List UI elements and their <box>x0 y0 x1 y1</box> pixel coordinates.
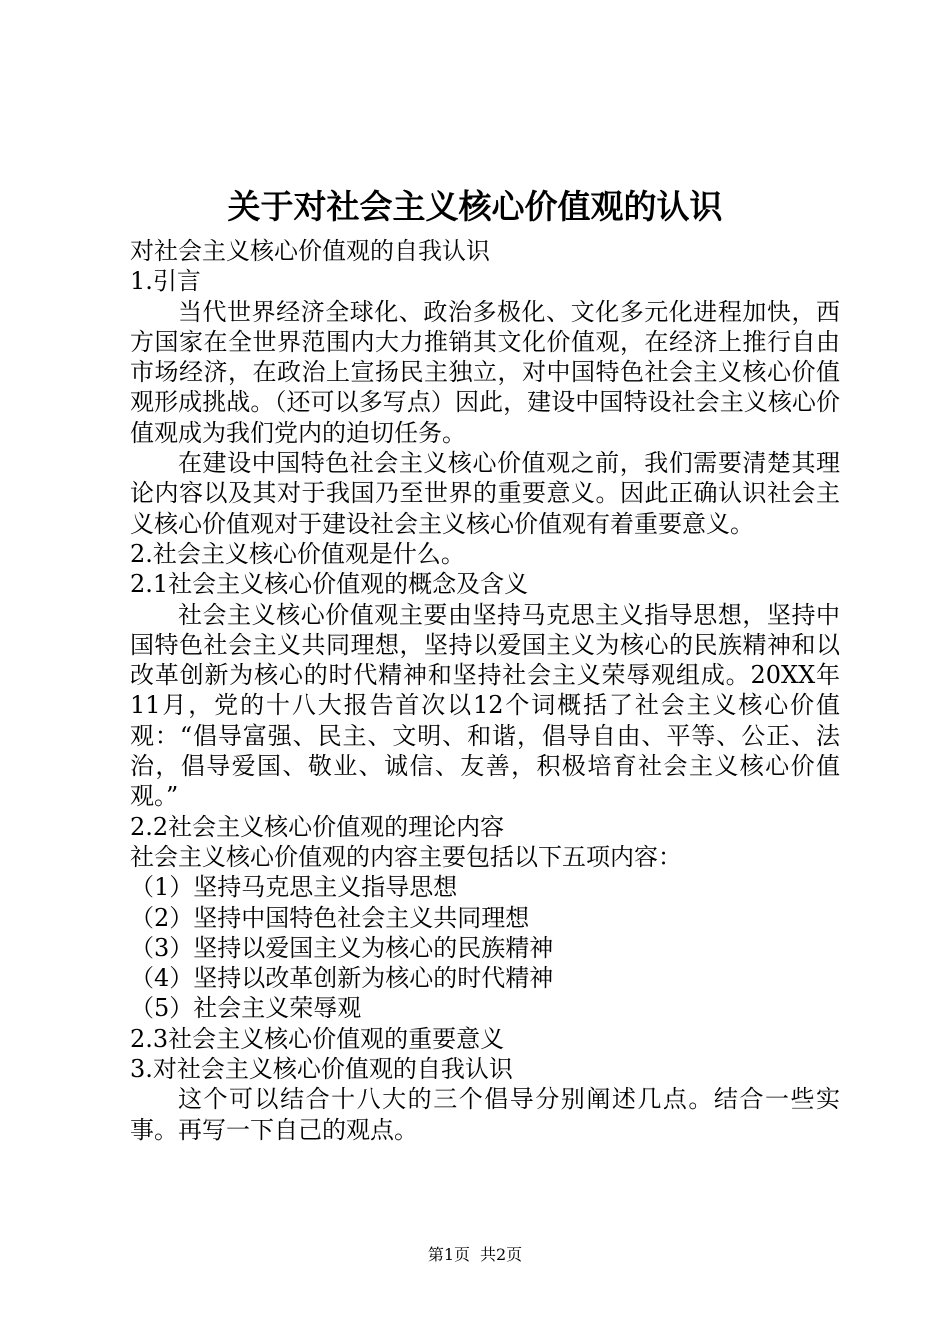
page-footer <box>0 1245 950 1265</box>
section-heading-2: 2.社会主义核心价值观是什么。 <box>130 539 465 568</box>
subsection-heading-2-2: 2.2社会主义核心价值观的理论内容 <box>130 812 505 841</box>
list-item: （2）坚持中国特色社会主义共同理想 <box>130 903 530 932</box>
section-heading-3: 3.对社会主义核心价值观的自我认识 <box>130 1055 513 1084</box>
section-heading-1: 1.引言 <box>130 267 201 296</box>
page-number-current: 第1页 <box>427 1245 470 1264</box>
document-title: 关于对社会主义核心价值观的认识 <box>227 187 723 226</box>
paragraph-4: 社会主义核心价值观的内容主要包括以下五项内容： <box>130 842 682 871</box>
paragraph-5: 这个可以结合十八大的三个倡导分别阐述几点。结合一些实事。再写一下自己的观点。 <box>130 1085 840 1144</box>
paragraph-3: 社会主义核心价值观主要由坚持马克思主义指导思想，坚持中国特色社会主义共同理想，坚持以爱国主义为核心的民族精神和以改革创新为核心的时代精神和坚持社会主义荣辱观组成。20XX年11月，党的十八大报告首次以12个词概括了社会主义核心价值观：“倡导富强、民主、文明、和谐，倡导自由、平等、公正、法治，倡导爱国、敬业、诚信、友善，积极培育社会主义核心价值观。” <box>130 600 840 811</box>
subsection-heading-2-3: 2.3社会主义核心价值观的重要意义 <box>130 1024 505 1053</box>
list-item: （5）社会主义荣辱观 <box>130 994 362 1023</box>
page-number-total: 共2页 <box>480 1245 523 1264</box>
paragraph-2: 在建设中国特色社会主义核心价值观之前，我们需要清楚其理论内容以及其对于我国乃至世界的重要意义。因此正确认识社会主义核心价值观对于建设社会主义核心价值观有着重要意义。 <box>130 449 840 538</box>
list-item: （4）坚持以改革创新为核心的时代精神 <box>130 964 554 993</box>
list-item: （1）坚持马克思主义指导思想 <box>130 873 458 902</box>
subsection-heading-2-1: 2.1社会主义核心价值观的概念及含义 <box>130 570 529 599</box>
list-item: （3）坚持以爱国主义为核心的民族精神 <box>130 933 554 962</box>
paragraph-1: 当代世界经济全球化、政治多极化、文化多元化进程加快，西方国家在全世界范围内大力推销其文化价值观，在经济上推行自由市场经济，在政治上宣扬民主独立，对中国特色社会主义核心价值观形成挑战。（还可以多写点）因此，建设中国特设社会主义核心价值观成为我们党内的迫切任务。 <box>130 297 840 447</box>
document-body <box>130 236 840 1145</box>
subtitle: 对社会主义核心价值观的自我认识 <box>130 237 490 265</box>
